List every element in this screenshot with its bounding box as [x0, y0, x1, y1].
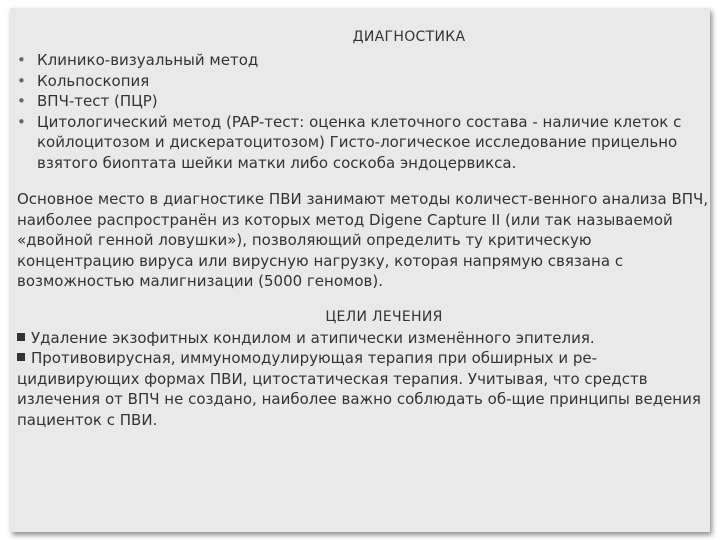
- slide-content: [17, 26, 711, 430]
- square-bullet-icon: [17, 353, 25, 361]
- diagnostics-heading: ДИАГНОСТИКА: [352, 29, 466, 45]
- goal-item: [17, 348, 711, 430]
- goal-text: Противовирусная, иммуномодулирующая терапия при обширных и ре-цидивирующих формах ПВИ, цитостатическая терапия. Учитывая, что средств излечения от ВПЧ не создано, наиболее важно соблюдать об-щие принципы ведения пациенток с ПВИ.: [17, 349, 701, 429]
- square-bullet-icon: [17, 333, 25, 341]
- diagnostics-paragraph: Основное место в диагностике ПВИ занимают методы количест-венного анализа ВПЧ, наиболее распространён из которых метод Digene Capture II (или так называемой «двойной генной ловушки»), позволяющий определить ту критическую концентрацию вируса или вирусную нагрузку, которая напрямую связана с возможностью малигнизации (5000 геномов).: [17, 190, 709, 290]
- list-item: • Кольпоскопия: [17, 71, 711, 92]
- goal-item: [17, 328, 711, 349]
- goal-text: Удаление экзофитных кондилом и атипически изменённого эпителия.: [31, 328, 595, 347]
- list-item: • Цитологический метод (PAP-тест: оценка клеточного состава - наличие клеток с койлоцитозом и дискератоцитозом) Гисто-логическое исследование прицельно взятого биоптата шейки матки либо соскоба эндоцервикса.: [17, 112, 711, 174]
- treatment-goals-heading: ЦЕЛИ ЛЕЧЕНИЯ: [325, 308, 443, 325]
- diagnostics-method-list: [17, 50, 711, 173]
- list-item: • ВПЧ-тест (ПЦР): [17, 91, 711, 112]
- list-item: • Клинико-визуальный метод: [17, 50, 711, 71]
